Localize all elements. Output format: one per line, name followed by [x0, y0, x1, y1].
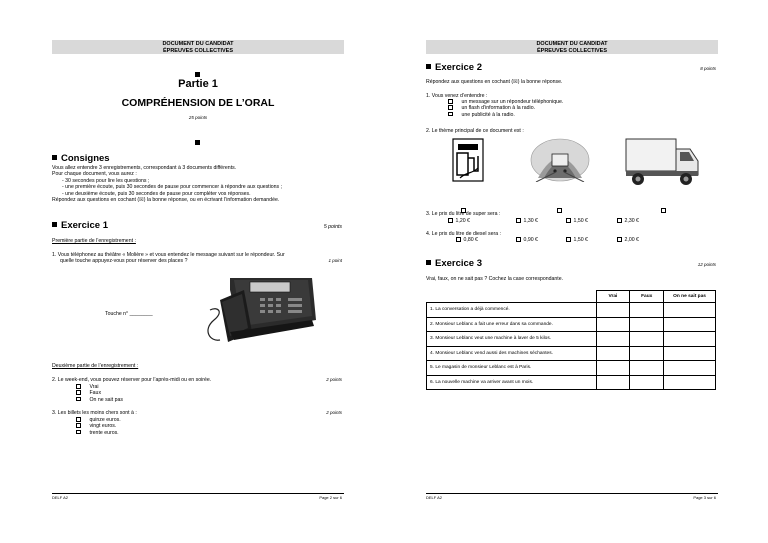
square-bullet-icon: [52, 222, 57, 227]
square-bullet-icon: [426, 260, 431, 265]
exercice2-heading: Exercice 2: [426, 62, 482, 73]
checkbox-icon: [76, 390, 81, 395]
checkbox-icon: [456, 237, 461, 242]
answer-cell[interactable]: [664, 361, 716, 376]
q3-options: [76, 417, 121, 436]
answer-cell[interactable]: [630, 332, 664, 347]
ex2-q4-option[interactable]: 0,80 €: [456, 237, 478, 243]
square-bullet-icon: [195, 72, 200, 77]
square-bullet-icon: [195, 140, 200, 145]
candidate-header: [426, 40, 718, 54]
answer-cell[interactable]: [596, 346, 630, 361]
train-image: [530, 138, 590, 182]
exercice3-heading: Exercice 3: [426, 258, 482, 269]
header-line-1: DOCUMENT DU CANDIDAT: [162, 41, 234, 47]
ex2-q3-option[interactable]: 1,20 €: [448, 218, 470, 224]
exercice3-points: 12 points: [697, 262, 716, 267]
exercice1-heading: Exercice 1: [52, 220, 108, 231]
touche-answer-field[interactable]: Touche n° ________: [105, 311, 153, 317]
ex2-q3-option[interactable]: 1,30 €: [516, 218, 538, 224]
exercice3-instruction: Vrai, faux, on ne sait pas ? Cochez la case correspondante.: [426, 276, 564, 282]
ex2-q4-option[interactable]: 0,90 €: [516, 237, 538, 243]
checkbox-icon: [516, 237, 521, 242]
checkbox-icon: [617, 237, 622, 242]
table-row: [427, 303, 716, 318]
answer-cell[interactable]: [596, 361, 630, 376]
q3-option[interactable]: vingt euros.: [76, 423, 121, 429]
q3-option[interactable]: trente euros.: [76, 430, 121, 436]
ex2-q4-text: 4. Le prix du litre de diesel sera :: [426, 231, 501, 237]
answer-cell[interactable]: [664, 346, 716, 361]
q2-option[interactable]: Faux: [76, 390, 123, 396]
q3-points: 2 points: [326, 410, 342, 415]
footer-divider: [426, 493, 718, 494]
ex2-q1-option[interactable]: un message sur un répondeur téléphonique.: [448, 99, 563, 105]
telephone-image: [200, 270, 320, 350]
q1-line-2: quelle touche appuyez-vous pour réserver des places ?: [60, 258, 188, 264]
checkbox-icon: [566, 237, 571, 242]
exercice1-points: 5 points: [323, 224, 342, 230]
ex2-q2-text: 2. Le thème principal de ce document est :: [426, 128, 524, 134]
part2-label: Deuxième partie de l’enregistrement :: [52, 363, 139, 369]
ex2-q3-option[interactable]: 1,50 €: [566, 218, 588, 224]
q3-option[interactable]: quinze euros.: [76, 417, 121, 423]
checkbox-icon[interactable]: [661, 208, 666, 213]
ex2-q1-text: 1. Vous venez d’entendre :: [426, 93, 488, 99]
statement-cell: 6. La nouvelle machine va arriver avant un mois.: [427, 375, 597, 390]
ex2-q3-option[interactable]: 2,30 €: [617, 218, 639, 224]
column-header: Faux: [630, 291, 664, 303]
answer-cell[interactable]: [630, 375, 664, 390]
checkbox-icon: [617, 218, 622, 223]
statement-cell: 3. Monsieur Leblanc veut une machine à laver de 5 kilos.: [427, 332, 597, 347]
consignes-heading: Consignes: [52, 153, 110, 164]
statement-cell: 4. Monsieur Leblanc vend aussi des machines séchantes.: [427, 346, 597, 361]
answer-cell[interactable]: [630, 361, 664, 376]
table-header-row: [427, 291, 716, 303]
ex2-q4-option[interactable]: 2,00 €: [617, 237, 639, 243]
total-points: 25 points: [188, 115, 208, 120]
statement-cell: 5. Le magasin de monsieur Leblanc est à Paris.: [427, 361, 597, 376]
checkbox-icon: [448, 112, 453, 117]
q2-options: [76, 384, 123, 403]
answer-cell[interactable]: [596, 303, 630, 318]
checkbox-icon: [76, 430, 81, 435]
q2-option[interactable]: Vrai: [76, 384, 123, 390]
column-header: Vrai: [596, 291, 630, 303]
part1-label: Première partie de l’enregistrement :: [52, 238, 136, 244]
candidate-header: [52, 40, 344, 54]
checkbox-icon: [76, 417, 81, 422]
footer-page-number: Page 3 sur 6: [693, 495, 716, 500]
answer-cell[interactable]: [664, 303, 716, 318]
ex2-q3-text: 3. Le prix du litre de super sera :: [426, 211, 501, 217]
answer-cell[interactable]: [596, 375, 630, 390]
checkbox-icon[interactable]: [557, 208, 562, 213]
q1-points: 1 point: [328, 258, 342, 263]
table-row: [427, 346, 716, 361]
table-row: [427, 332, 716, 347]
square-bullet-icon: [52, 155, 57, 160]
checkbox-icon: [448, 218, 453, 223]
answer-cell[interactable]: [664, 375, 716, 390]
consignes-text: Vous allez entendre 3 enregistrements, correspondant à 3 documents différents. Pour chaque document, vous aurez : - 30 secondes pour lire les questions ; - une première écoute, puis 30 secondes de pause pour commencer à répondre aux questions ; - une deuxième écoute, puis 30 secondes de pause pour compléter vos réponses. Répondez aux questions en cochant (☒) la bonne réponse, ou en écrivant l’information demandée.: [52, 165, 283, 204]
answer-cell[interactable]: [630, 317, 664, 332]
checkbox-icon: [566, 218, 571, 223]
q2-points: 2 points: [326, 377, 342, 382]
checkbox-icon: [76, 384, 81, 389]
exercice2-instruction: Répondez aux questions en cochant (☒) la bonne réponse.: [426, 79, 563, 85]
footer-page-number: Page 2 sur 6: [319, 495, 342, 500]
exercice3-table: [426, 290, 716, 390]
ex2-q4-option[interactable]: 1,50 €: [566, 237, 588, 243]
exercice2-points: 8 points: [700, 66, 716, 71]
checkbox-icon: [448, 105, 453, 110]
table-row: [427, 317, 716, 332]
page-right: [384, 0, 768, 543]
answer-cell[interactable]: [596, 317, 630, 332]
footer-divider: [52, 493, 344, 494]
statement-cell: 1. La conversation a déjà commencé.: [427, 303, 597, 318]
footer-left: DELF A2: [426, 495, 443, 500]
ex2-q1-option[interactable]: une publicité à la radio.: [448, 112, 563, 118]
ex2-q1-options: [448, 99, 563, 118]
footer-left: DELF A2: [52, 495, 69, 500]
checkbox-icon: [448, 99, 453, 104]
checkbox-icon: [76, 423, 81, 428]
answer-cell[interactable]: [664, 332, 716, 347]
main-title: COMPRÉHENSION DE L’ORAL: [121, 97, 275, 109]
checkbox-icon: [76, 397, 81, 402]
answer-cell[interactable]: [630, 346, 664, 361]
statement-cell: 2. Monsieur Leblanc a fait une erreur dans sa commande.: [427, 317, 597, 332]
table-row: [427, 361, 716, 376]
ex2-q1-option[interactable]: un flash d’information à la radio.: [448, 105, 563, 111]
q1-line-1: 1. Vous téléphonez au théâtre « Molière » et vous entendez le message suivant sur le répondeur. Sur: [52, 252, 285, 258]
q3-text: 3. Les billets les moins chers sont à :: [52, 410, 137, 416]
header-line-1: DOCUMENT DU CANDIDAT: [536, 41, 608, 47]
square-bullet-icon: [426, 64, 431, 69]
part-title: Partie 1: [178, 78, 218, 90]
q2-option[interactable]: On ne sait pas: [76, 397, 123, 403]
q2-text: 2. Le week-end, vous pouvez réserver pour l’après-midi ou en soirée.: [52, 377, 212, 383]
truck-image: [624, 135, 702, 189]
header-line-2: ÉPREUVES COLLECTIVES: [163, 47, 233, 54]
answer-cell[interactable]: [664, 317, 716, 332]
header-line-2: ÉPREUVES COLLECTIVES: [537, 47, 607, 54]
checkbox-icon: [516, 218, 521, 223]
answer-cell[interactable]: [596, 332, 630, 347]
answer-cell[interactable]: [630, 303, 664, 318]
gas-station-image: [452, 138, 484, 182]
column-header: On ne sait pas: [664, 291, 716, 303]
table-row: [427, 375, 716, 390]
